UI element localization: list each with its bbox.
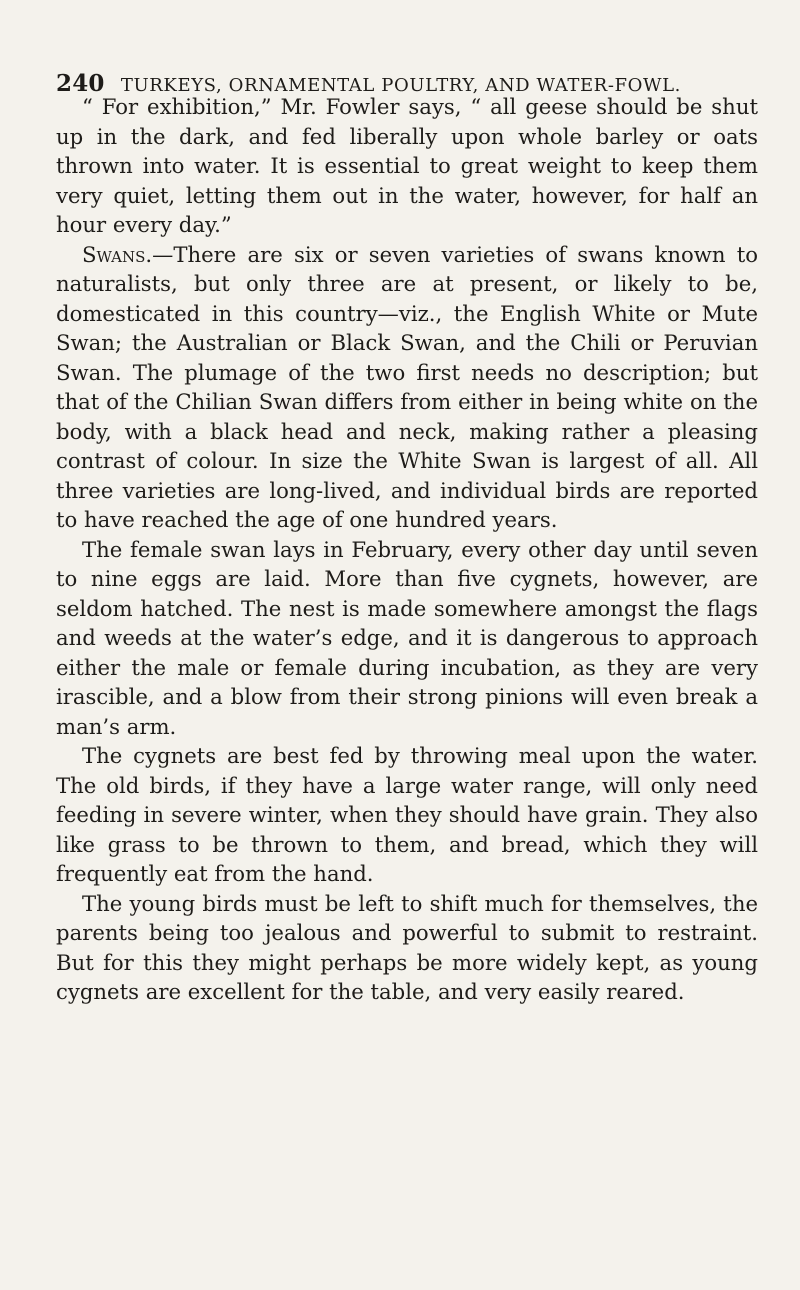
body-text [56, 92, 758, 1007]
page-number: 240 [56, 70, 105, 97]
running-title: TURKEYS, ORNAMENTAL POULTRY, AND WATER-FOWL. [120, 75, 681, 96]
paragraph-swans [56, 240, 758, 535]
paragraph-text: The young birds must be left to shift much for themselves, the parents being too jealous and powerful to submit to restraint. But for this they might perhaps be more widely kept, as young cygnets are excellent for the table, and very easily reared. [56, 890, 758, 1004]
paragraph-text: The female swan lays in February, every other day until seven to nine eggs are laid. More than five cygnets, however, are seldom hatched. The nest is made somewhere amongst the flags and weeds at the water’s edge, and it is dangerous to approach either the male or female during incubation, as they are very irascible, and a blow from their strong pinions will even break a man’s arm. [56, 536, 758, 739]
paragraph-text: “ For exhibition,” Mr. Fowler says, “ all geese should be shut up in the dark, and fed liberally upon whole barley or oats thrown into water. It is essential to great weight to keep them very quiet, letting them out in the water, however, for half an hour every day.” [56, 94, 758, 237]
paragraph-text: The cygnets are best fed by throwing meal upon the water. The old birds, if they have a large water range, will only need feeding in severe winter, when they should have grain. They also like grass to be thrown to them, and bread, which they will frequently eat from the hand. [56, 743, 758, 886]
paragraph-text: —There are six or seven varieties of swans known to naturalists, but only three are at present, or likely to be, domesticated in this country—viz., the English White or Mute Swan; the Australian or Black Swan, and the Chili or Peruvian Swan. The plumage of the two first needs no description; but that of the Chilian Swan differs from either in being white on the body, with a black head and neck, making rather a pleasing contrast of colour. In size the White Swan is largest of all. All three varieties are long-lived, and individual birds are reported to have reached the age of one hundred years. [56, 241, 758, 532]
paragraph-exhibition [56, 92, 758, 240]
paragraph-young-birds [56, 889, 758, 1007]
paragraph-cygnets-feeding [56, 741, 758, 889]
paragraph-female-swan [56, 535, 758, 742]
section-heading-swans: Swans. [82, 241, 153, 267]
